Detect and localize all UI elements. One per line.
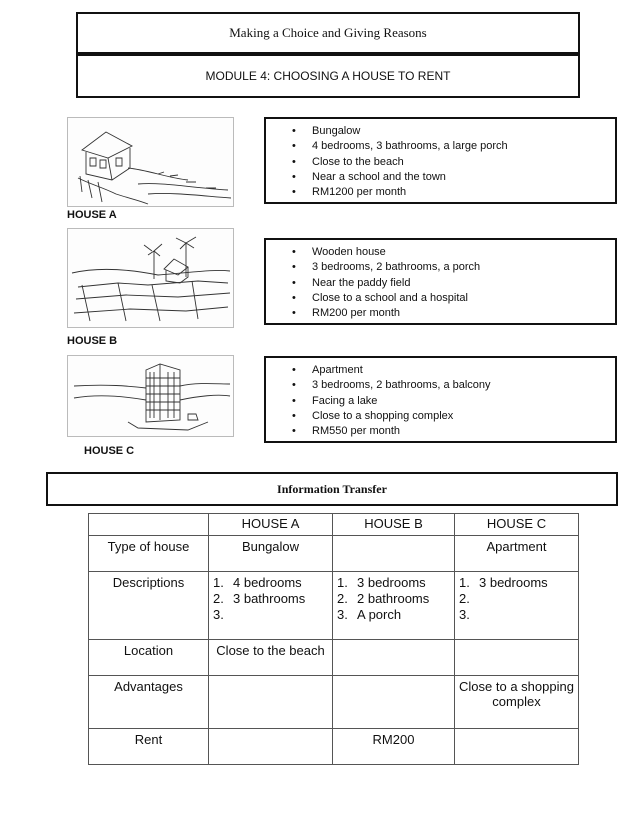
house-c-feature: • RM550 per month: [266, 424, 615, 439]
module-title-box: [76, 54, 580, 98]
table-header-cell: [89, 514, 209, 536]
type-cell-b[interactable]: [333, 536, 455, 572]
description-item: A porch: [357, 607, 402, 622]
advantages-cell-c: Close to a shopping complex: [455, 676, 579, 729]
location-cell-b[interactable]: [333, 640, 455, 676]
house-b-illustration: [67, 228, 234, 328]
row-label-rent: Rent: [89, 729, 209, 765]
description-item: 3 bedrooms: [357, 575, 426, 590]
row-label-descriptions: Descriptions: [89, 572, 209, 640]
house-b-feature: • RM200 per month: [266, 306, 615, 321]
list-number: 3.: [337, 607, 348, 622]
house-c-feature: • 3 bedrooms, 2 bathrooms, a balcony: [266, 378, 615, 393]
house-c-illustration: [67, 355, 234, 437]
description-item: 2 bathrooms: [357, 591, 430, 606]
table-header-row: [89, 514, 579, 536]
wooden-house-sketch-icon: [68, 229, 233, 327]
table-header-cell: HOUSE B: [333, 514, 455, 536]
house-a-feature: • RM1200 per month: [266, 185, 615, 200]
table-row: [89, 676, 579, 729]
type-cell-c: Apartment: [455, 536, 579, 572]
worksheet-title-box: [76, 12, 580, 54]
list-number: 3.: [459, 607, 470, 622]
descriptions-cell-c: [455, 572, 579, 640]
house-c-features: [264, 356, 617, 443]
house-b-feature: • Wooden house: [266, 245, 615, 260]
row-label-type: Type of house: [89, 536, 209, 572]
description-item: 4 bedrooms: [233, 575, 302, 590]
row-label-advantages: Advantages: [89, 676, 209, 729]
table-row: [89, 729, 579, 765]
table-row: [89, 572, 579, 640]
house-a-features: [264, 117, 617, 204]
info-transfer-table: [88, 513, 579, 765]
house-a-feature: • 4 bedrooms, 3 bathrooms, a large porch: [266, 139, 615, 154]
house-b-feature: • Close to a school and a hospital: [266, 291, 615, 306]
house-b-feature: • 3 bedrooms, 2 bathrooms, a porch: [266, 260, 615, 275]
rent-cell-c[interactable]: [455, 729, 579, 765]
house-b-label: HOUSE B: [67, 335, 118, 347]
list-number: 1.: [337, 575, 348, 590]
house-a-illustration: [67, 117, 234, 207]
type-cell-a: Bungalow: [209, 536, 333, 572]
row-label-location: Location: [89, 640, 209, 676]
house-a-feature: • Bungalow: [266, 124, 615, 139]
house-b-feature: • Near the paddy field: [266, 276, 615, 291]
list-number: 2.: [459, 591, 470, 606]
house-c-label: HOUSE C: [84, 445, 135, 457]
worksheet-title: Making a Choice and Giving Reasons: [229, 25, 427, 40]
list-number: 2.: [213, 591, 224, 606]
table-header-cell: HOUSE C: [455, 514, 579, 536]
table-header-cell: HOUSE A: [209, 514, 333, 536]
module-title: MODULE 4: CHOOSING A HOUSE TO RENT: [205, 69, 451, 83]
list-number: 2.: [337, 591, 348, 606]
bungalow-sketch-icon: [68, 118, 233, 206]
table-row: [89, 536, 579, 572]
location-cell-c[interactable]: [455, 640, 579, 676]
apartment-sketch-icon: [68, 356, 233, 436]
house-a-label: HOUSE A: [67, 209, 117, 221]
house-a-feature: • Near a school and the town: [266, 170, 615, 185]
advantages-cell-a[interactable]: [209, 676, 333, 729]
house-c-feature: • Facing a lake: [266, 394, 615, 409]
description-item: 3 bedrooms: [479, 575, 548, 590]
descriptions-cell-b: [333, 572, 455, 640]
house-a-feature: • Close to the beach: [266, 155, 615, 170]
description-item: 3 bathrooms: [233, 591, 306, 606]
location-cell-a: Close to the beach: [209, 640, 333, 676]
list-number: 3.: [213, 607, 224, 622]
info-transfer-title-box: [46, 472, 618, 506]
table-row: [89, 640, 579, 676]
descriptions-cell-a: [209, 572, 333, 640]
list-number: 1.: [213, 575, 224, 590]
advantages-cell-b[interactable]: [333, 676, 455, 729]
list-number: 1.: [459, 575, 470, 590]
rent-cell-a[interactable]: [209, 729, 333, 765]
house-c-feature: • Close to a shopping complex: [266, 409, 615, 424]
house-b-features: [264, 238, 617, 325]
rent-cell-b: RM200: [333, 729, 455, 765]
info-transfer-title: Information Transfer: [277, 481, 387, 496]
house-c-feature: • Apartment: [266, 363, 615, 378]
